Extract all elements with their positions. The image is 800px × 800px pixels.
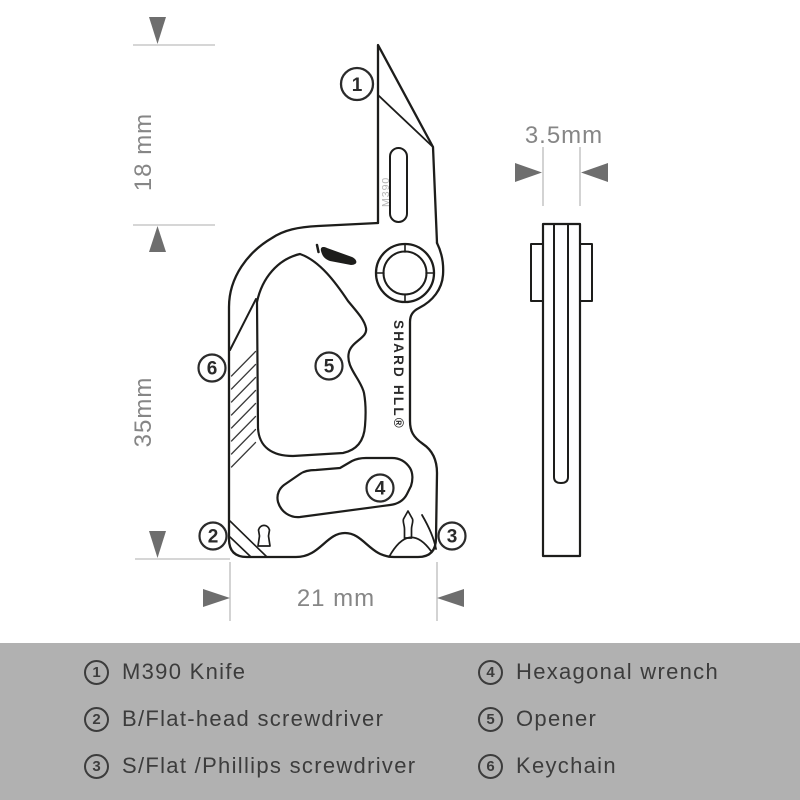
arrow-down-bottom bbox=[149, 531, 166, 558]
legend-num-6: 6 bbox=[478, 754, 503, 779]
arrow-right-width bbox=[203, 589, 230, 607]
legend-item-opener bbox=[478, 706, 719, 732]
legend-label-2: B/Flat-head screwdriver bbox=[122, 706, 385, 731]
legend-item-knife bbox=[84, 659, 478, 685]
dim-thickness: 3.5mm bbox=[524, 122, 604, 149]
arrow-right-thickness bbox=[515, 163, 542, 182]
legend-num-2: 2 bbox=[84, 707, 109, 732]
side-view-slot bbox=[554, 224, 568, 483]
legend-label-3: S/Flat /Phillips screwdriver bbox=[122, 753, 417, 778]
legend-item-flat-screwdriver bbox=[84, 706, 478, 732]
legend-column-left bbox=[84, 643, 478, 800]
arrow-down-top bbox=[149, 17, 166, 44]
callout-1-knife bbox=[341, 68, 373, 100]
arrow-left-width bbox=[437, 589, 464, 607]
legend-num-4: 4 bbox=[478, 660, 503, 685]
callout-4-hex-wrench bbox=[367, 475, 394, 502]
side-view-tab-right bbox=[580, 244, 592, 301]
legend-item-phillips-screwdriver bbox=[84, 753, 478, 779]
svg-text:6: 6 bbox=[206, 358, 218, 380]
thumb-stud bbox=[317, 245, 356, 265]
svg-text:5: 5 bbox=[323, 356, 335, 378]
legend-item-hex-wrench bbox=[478, 659, 719, 685]
svg-text:3: 3 bbox=[446, 526, 458, 548]
blade-slot bbox=[390, 148, 407, 222]
blade-outline bbox=[378, 45, 437, 243]
legend-label-6: Keychain bbox=[516, 753, 617, 778]
svg-text:1: 1 bbox=[351, 75, 363, 96]
legend-num-3: 3 bbox=[84, 754, 109, 779]
legend-num-5: 5 bbox=[478, 707, 503, 732]
phillips-bit-icon bbox=[403, 511, 413, 538]
callout-5-opener bbox=[316, 353, 343, 380]
legend-label-4: Hexagonal wrench bbox=[516, 659, 720, 684]
legend-num-1: 1 bbox=[84, 660, 109, 685]
legend-label-5: Opener bbox=[516, 706, 598, 731]
keychain-hatching bbox=[232, 352, 256, 468]
handle-outline bbox=[229, 223, 443, 557]
svg-text:2: 2 bbox=[207, 526, 219, 548]
side-view-body bbox=[543, 224, 580, 556]
legend-band bbox=[0, 643, 800, 800]
legend-column-right bbox=[478, 643, 719, 800]
blade-marking-text: M390 bbox=[380, 176, 392, 207]
flat-bit-icon bbox=[258, 525, 270, 546]
keyring-circle bbox=[376, 244, 434, 302]
callout-2-flat-screwdriver bbox=[200, 523, 227, 550]
grip-cutout bbox=[257, 254, 366, 456]
arrow-up-mid bbox=[149, 226, 166, 252]
dim-blade-length: 18 mm bbox=[130, 112, 157, 192]
gate-slit bbox=[230, 299, 256, 350]
dim-body-width: 21 mm bbox=[296, 585, 376, 612]
svg-text:4: 4 bbox=[374, 478, 386, 500]
callout-3-phillips-screwdriver bbox=[439, 523, 466, 550]
legend-item-keychain bbox=[478, 753, 719, 779]
legend-label-1: M390 Knife bbox=[122, 659, 247, 684]
tool-side-view bbox=[531, 224, 592, 556]
blade-bevel-line bbox=[378, 95, 433, 147]
side-view-tab-left bbox=[531, 244, 543, 301]
tool-front-view bbox=[229, 45, 443, 557]
arrow-left-thickness bbox=[581, 163, 608, 182]
callout-6-keychain bbox=[199, 355, 226, 382]
dim-body-length: 35mm bbox=[130, 376, 157, 448]
brand-text: SHARD HLL® bbox=[391, 320, 406, 430]
